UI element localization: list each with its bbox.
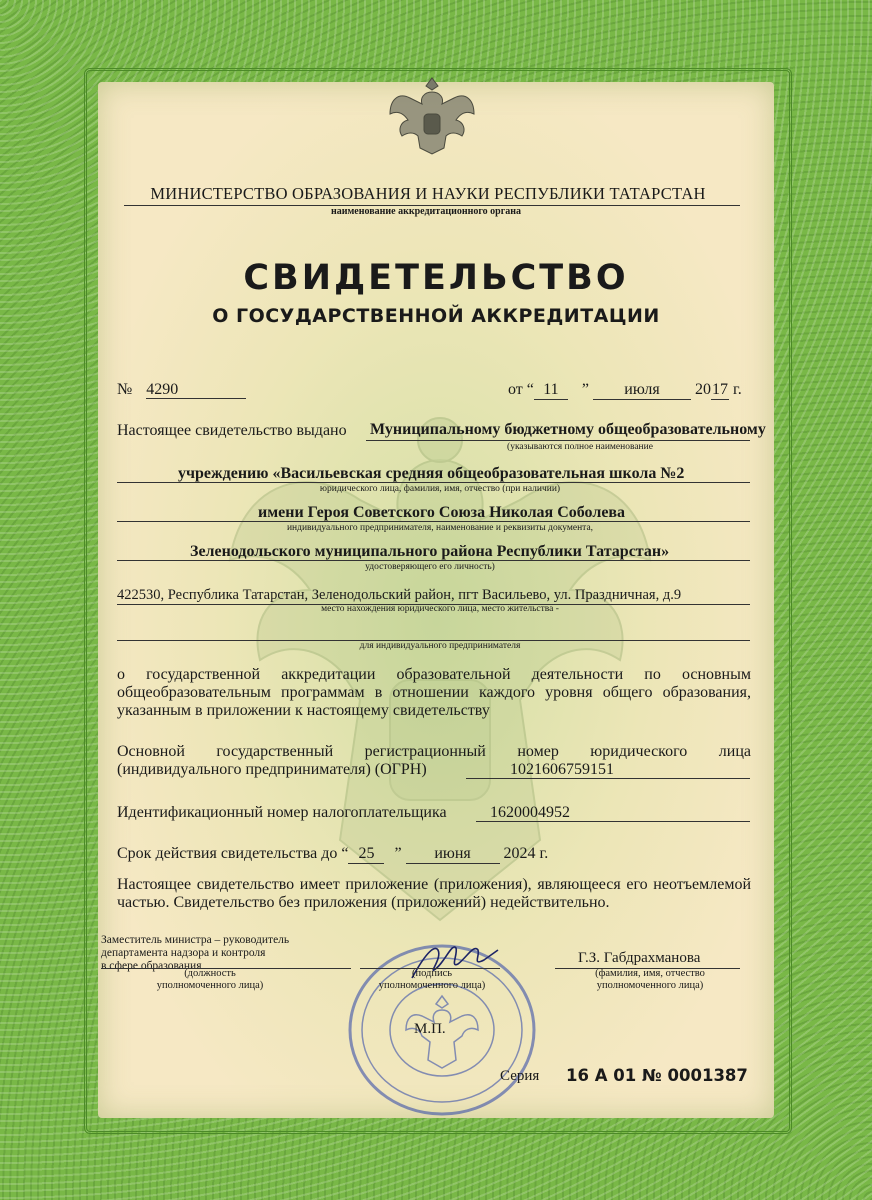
ogrn-label-1: Основной государственный регистрационный номер юридического лица	[117, 743, 751, 760]
issued-caption-1: (указываются полное наименование	[507, 442, 653, 452]
signature-caption-2: уполномоченного лица)	[378, 980, 486, 991]
ogrn-value: 1021606759151	[510, 761, 614, 778]
signatory-name: Г.З. Габдрахманова	[578, 950, 701, 966]
ogrn-label-2: (индивидуального предпринимателя) (ОГРН)	[117, 761, 427, 778]
date-mid: ”	[581, 381, 589, 398]
issued-underline-2	[117, 482, 750, 483]
inn-underline	[476, 821, 750, 822]
issued-line-4: Зеленодольского муниципального района Республики Татарстан»	[190, 543, 670, 560]
date-suffix: г.	[733, 381, 742, 398]
issued-underline-4	[117, 560, 750, 561]
date-month: июля	[593, 381, 691, 400]
date-day: 11	[534, 381, 568, 400]
address-caption-2: для индивидуального предпринимателя	[359, 641, 521, 651]
issued-caption-4: удостоверяющего его личность)	[365, 562, 495, 572]
name-caption-1: (фамилия, имя, отчество	[595, 968, 705, 979]
certificate-number: 4290	[146, 381, 179, 398]
series-number: 16 А 01 № 0001387	[566, 1066, 748, 1085]
validity-row	[117, 845, 548, 864]
certificate-number-row	[117, 381, 244, 399]
issued-line-1: Муниципальному бюджетному общеобразовательному	[370, 421, 766, 438]
inn-value: 1620004952	[490, 804, 570, 821]
inn-label: Идентификационный номер налогоплательщика	[117, 804, 447, 821]
issued-underline-3	[117, 521, 750, 522]
position-line-3: в сфере образования	[101, 960, 202, 972]
validity-label: Срок действия свидетельства до “	[117, 845, 349, 862]
number-label: №	[117, 381, 133, 398]
address: 422530, Республика Татарстан, Зеленодольский район, пгт Васильево, ул. Праздничная, д.9	[117, 587, 682, 603]
position-caption-1: (должность	[184, 968, 236, 979]
date-year-suffix: 17	[712, 381, 728, 398]
position-caption-2: уполномоченного лица)	[156, 980, 264, 991]
coat-of-arms-icon	[388, 74, 476, 156]
seal-place-label: М.П.	[414, 1021, 446, 1037]
appendix-text: Настоящее свидетельство имеет приложение (приложения), являющееся его неотъемлемой частью. Свидетельство без приложения (приложений) недействительно.	[117, 876, 751, 911]
series-label: Серия	[500, 1068, 540, 1084]
validity-suffix: г.	[539, 845, 549, 862]
number-underline	[146, 398, 246, 399]
issued-label: Настоящее свидетельство выдано	[117, 422, 347, 439]
signature-caption-1: (подпись	[411, 968, 453, 979]
name-caption	[570, 968, 730, 992]
ministry-name: МИНИСТЕРСТВО ОБРАЗОВАНИЯ И НАУКИ РЕСПУБЛИКИ ТАТАРСТАН	[150, 184, 706, 203]
signature-caption	[372, 968, 492, 992]
issued-caption-3: индивидуального предпринимателя, наименование и реквизиты документа,	[286, 523, 594, 533]
issued-line-2: учреждению «Васильевская средняя общеобразовательная школа №2	[178, 465, 685, 482]
issued-underline-1	[366, 440, 750, 441]
document-title: СВИДЕТЕЛЬСТВО	[243, 258, 629, 298]
validity-month: июня	[406, 845, 500, 864]
validity-day: 25	[348, 845, 384, 864]
issued-caption-2: юридического лица, фамилия, имя, отчество (при наличии)	[319, 484, 561, 494]
position-line-1: Заместитель министра – руководитель	[101, 934, 290, 946]
issued-line-3: имени Героя Советского Союза Николая Соболева	[258, 504, 626, 521]
address-caption-1: место нахождения юридического лица, место жительства -	[321, 604, 559, 614]
date-year-prefix: 20	[695, 381, 711, 398]
validity-year: 2024	[503, 845, 536, 862]
date-prefix: от “	[508, 381, 534, 398]
name-caption-2: уполномоченного лица)	[596, 980, 704, 991]
accreditation-text: о государственной аккредитации образовательной деятельности по основным общеобразовательным программам в отношении каждого уровня общего образования, указанным в приложении к настоящему свидетельству	[117, 666, 751, 719]
issue-date-row	[508, 381, 742, 400]
ogrn-underline	[466, 778, 750, 779]
document-subtitle: О ГОСУДАРСТВЕННОЙ АККРЕДИТАЦИИ	[212, 305, 660, 327]
position-caption	[120, 968, 300, 992]
position-line-2: департамента надзора и контроля	[101, 947, 266, 959]
ministry-caption: наименование аккредитационного органа	[330, 206, 522, 217]
validity-mid: ”	[394, 845, 402, 862]
